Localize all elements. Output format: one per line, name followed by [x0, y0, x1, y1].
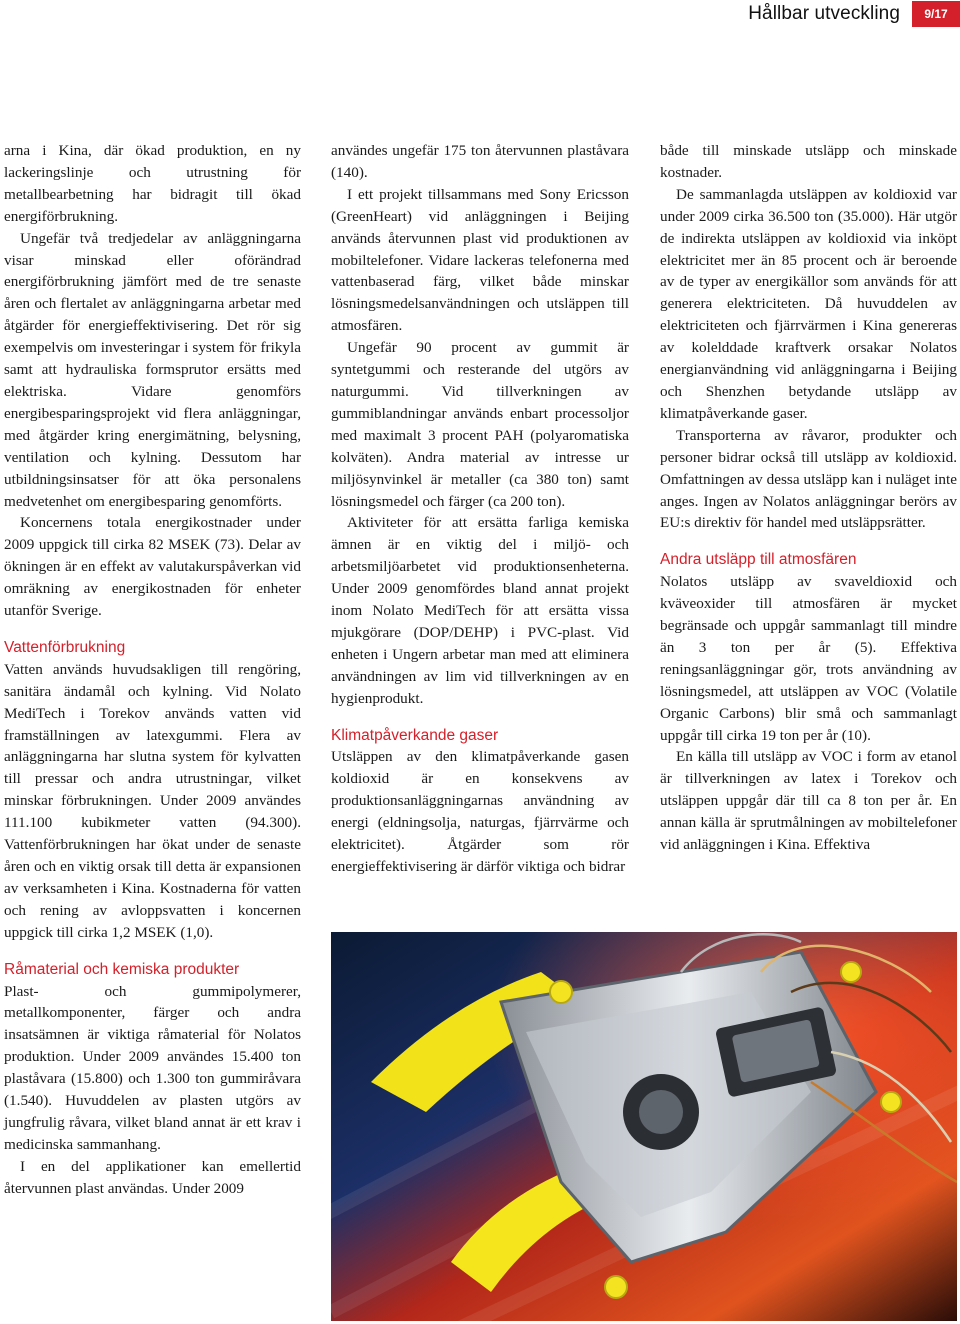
paragraph: Ungefär två tredjedelar av anläggningarna visar minskad eller oförändrad energiförbrukning jämfört med de tre senaste åren och flertalet av anläggningarna arbetar med åtgärder för energieffektivisering. Det rör sig exempelvis om investeringar i system för frikyla samt att hydrauliska formsprutor ersätts med elektriska. Vidare genomförs energibesparingsprojekt vid flera anläggningar, med åtgärder kring energimätning, belysning, ventilation och kylning. Dessutom har utbildningsinsatser för att öka personalens medvetenhet om energibesparing genomförts.: [4, 229, 301, 510]
paragraph: Vatten används huvudsakligen till rengöring, sanitära ändamål och kylning. Vid Nolato MediTech i Torekov används vatten vid framställningen av latexgummi. Flera av anläggningarna har slutna system för kylvatten till pressar och andra utrustningar, vilket minskar förbrukningen. Under 2009 användes 111.100 kubikmeter vatten (94.300). Vattenförbrukningen har ökat under de senaste åren och en viktig orsak till detta är expansionen av verksamheten i Kina. Kostnaderna för vatten och rening av avloppsvatten i koncernen uppgick till cirka 1,2 MSEK (1,0).: [4, 660, 301, 941]
paragraph: Nolatos utsläpp av svaveldioxid och kväveoxider till atmosfären är mycket begränsade och uppgår sammanlagt till mindre än 3 ton per år (5). Effektiva reningsanläggningar gör, trots användning av lösningsmedel, att utsläppen av VOC (Volatile Organic Carbons) blir små och sammanlagt uppgår till cirka 19 ton per år (10).: [660, 573, 957, 744]
paragraph: Utsläppen av den klimatpåverkande gasen koldioxid är en konsekvens av produktionsanläggningarnas användning av energi (eldningsolja, naturgas, fjärrvärme och elektricitet). Åtgärder som rör energieffektivisering är därför viktiga och bidrar: [331, 748, 629, 875]
paragraph: De sammanlagda utsläppen av koldioxid var under 2009 cirka 36.500 ton (35.000). Här utgör de indirekta utsläppen av koldioxid via inköpt elektricitet mer än 85 procent och är beroende av de typer av energikällor som används för att generera elektriciteten. Då huvuddelen av elektriciteten och fjärrvärmen i Kina genereras av kolelddade kraftverk orsakar Nolatos energianvändning vid anläggningarna i Beijing och Shenzhen betydande utsläpp av klimatpåverkande gaser.: [660, 185, 957, 422]
text-column-3: [660, 140, 957, 856]
section-heading-climate-gases: Klimatpåverkande gaser: [331, 726, 499, 744]
paragraph: Koncernens totala energikostnader under 2009 uppgick till cirka 82 MSEK (73). Delar av ökningen är en effekt av valutakurspåverkan vid omräkning av energikostnaden för enheter utanför Sverige.: [4, 514, 301, 620]
text-column-2: [331, 140, 629, 878]
paragraph: I en del applikationer kan emellertid återvunnen plast användas. Under 2009: [4, 1157, 301, 1197]
paragraph: Ungefär 90 procent av gummit är syntetgummi och resterande del utgörs av naturgummi. Vid tillverkningen av gummiblandningar används enbart processoljor med maximalt 3 procent PAH (polyaromatiska kolväten). Andra material av intresse ur miljösynvinkel är metaller (ca 380 ton) samt lösningsmedel och färger (ca 200 ton).: [331, 339, 629, 510]
section-heading-raw-materials: Råmaterial och kemiska produkter: [4, 960, 240, 978]
paragraph: Transporterna av råvaror, produkter och personer bidrar också till utsläpp av koldioxid. Omfattningen av dessa utsläpp kan i nuläget inte anges. Ingen av Nolatos anläggningar berörs av EU:s direktiv för handel med utsläppsrätter.: [660, 426, 957, 532]
header-title: Hållbar utveckling: [748, 3, 900, 24]
paragraph: arna i Kina, där ökad produktion, en ny lackeringslinje och utrustning för metallbearbetning har bidragit till ökad energiförbrukning.: [4, 142, 301, 225]
page-header: [748, 0, 960, 28]
paragraph: Aktiviteter för att ersätta farliga kemiska ämnen är en viktig del i miljö- och arbetsmiljöarbetet vid produktionsenheterna. Under 2009 genomfördes bland annat projekt inom Nolato MediTech för att ersätta vissa mjukgörare (DOP/DEHP) i PVC-plast. Vid enheten i Ungern arbetar man med att eliminera användningen av lim vid tillverkningen av en hygienprodukt.: [331, 514, 629, 707]
paragraph: Plast- och gummipolymerer, metallkomponenter, färger och andra insatsämnen är viktiga råmaterial för Nolatos produktion. Under 2009 användes 15.400 ton plaståvara (15.800) och 1.300 ton gummiråvara (1.540). Huvuddelen av plasten utgörs av jungfrulig råvara, vilket bland annat är ett krav i medicinska sammanhang.: [4, 982, 301, 1153]
page-number-badge: 9/17: [912, 1, 960, 27]
paragraph: användes ungefär 175 ton återvunnen plaståvara (140).: [331, 142, 629, 181]
paragraph: En källa till utsläpp av VOC i form av etanol är tillverkningen av latex i Torekov och utsläppen uppgår där till ca 8 ton per år. En annan källa är sprutmålningen av mobiltelefoner vid anläggningen i Kina. Effektiva: [660, 748, 957, 854]
robot-gripper-photo: [331, 932, 957, 1321]
paragraph: I ett projekt tillsammans med Sony Ericsson (GreenHeart) vid anläggningen i Beijing används återvunnen plast vid produktionen av mobiltelefoner. Vidare lackeras telefonerna med vattenbaserad färg, vilket både minskar lösningsmedelsanvändningen och utsläppen till atmosfären.: [331, 185, 629, 335]
paragraph: både till minskade utsläpp och minskade kostnader.: [660, 142, 957, 181]
text-column-1: [4, 140, 301, 1200]
section-heading-water: Vattenförbrukning: [4, 638, 126, 656]
section-heading-other-emissions: Andra utsläpp till atmosfären: [660, 551, 857, 569]
